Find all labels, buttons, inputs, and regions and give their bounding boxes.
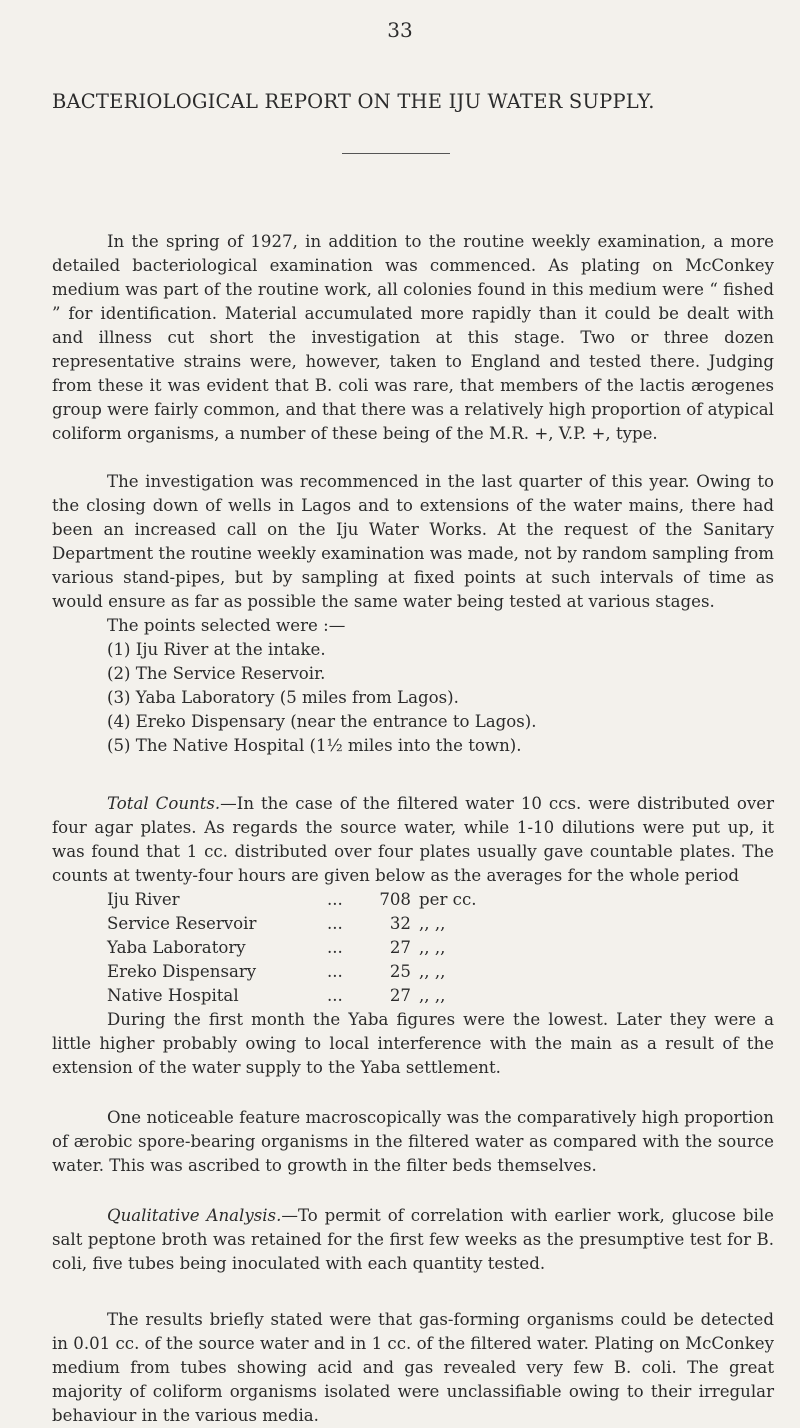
paragraph-1: In the spring of 1927, in addition to the routine weekly examination, a more detailed bacteriological examination was commenced. As plating on McConkey medium was part of the routine work, all colonies found in this medium were “ fished ” for identification. Material accumulated more rapidly than it could be dealt with and illness cut short the investigation at this stage. Two or three dozen representative strains were, however, taken to England and tested there. Judging from these it was evident that B. coli was rare, that members of the lactis ærogenes group were fairly common, and that there was a relatively high proportion of atypical coliform organisms, a number of these being of the M.R. +, V.P. +, type. xyxy=(52,232,774,443)
paragraph-5: During the first month the Yaba figures were the lowest. Later they were a little higher probably owing to local interference with the main as a result of the extension of the water supply to the Yaba settlement. xyxy=(52,1010,774,1077)
page-number: 33 xyxy=(387,18,413,42)
list-item: (1) Iju River at the intake. xyxy=(107,640,326,659)
list-item: (5) The Native Hospital (1½ miles into the town). xyxy=(107,736,522,755)
table-row: Native Hospital ... 27 ,, ,, xyxy=(107,986,446,1005)
points-list xyxy=(107,638,537,758)
paragraph-2: The investigation was recommenced in the last quarter of this year. Owing to the closing down of wells in Lagos and to extensions of the water mains, there had been an increased call on the Iju Water Works. At the request of the Sanitary Department the routine weekly examination was made, not by random sampling from various stand-pipes, but by sampling at fixed points at such intervals of time as would ensure as far as possible the same water being tested at various stages. xyxy=(52,472,775,611)
table-row: Yaba Laboratory ... 27 ,, ,, xyxy=(107,938,446,957)
page-title: BACTERIOLOGICAL REPORT ON THE IJU WATER SUPPLY. xyxy=(52,90,655,113)
list-item: (2) The Service Reservoir. xyxy=(107,664,326,683)
section-heading-total-counts: Total Counts. xyxy=(107,794,221,813)
list-item: (4) Ereko Dispensary (near the entrance to Lagos). xyxy=(107,712,537,731)
counts-table xyxy=(107,888,489,1008)
table-row: Service Reservoir ... 32 ,, ,, xyxy=(107,914,446,933)
table-row: Ereko Dispensary ... 25 ,, ,, xyxy=(107,962,446,981)
paragraph-8: The results briefly stated were that gas-forming organisms could be detected in 0.01 cc. of the source water and in 1 cc. of the filtered water. Plating on McConkey medium from tubes showing acid and gas revealed very few B. coli. The great majority of coliform organisms isolated were unclassifiable owing to their irregular behaviour in the various media. xyxy=(52,1310,774,1425)
section-heading-qualitative: Qualitative Analysis. xyxy=(107,1206,282,1225)
paragraph-6: One noticeable feature macroscopically was the comparatively high proportion of ærobic spore-bearing organisms in the filtered water as compared with the source water. This was ascribed to growth in the filter beds themselves. xyxy=(52,1108,774,1175)
table-row: Iju River ... 708 per cc. xyxy=(107,890,477,909)
paragraph-qualitative-analysis: Qualitative Analysis.—To permit of correlation with earlier work, glucose bile salt peptone broth was retained for the first few weeks as the presumptive test for B. coli, five tubes being inoculated with each quantity tested. xyxy=(52,1206,774,1273)
paragraph-total-counts: Total Counts.—In the case of the filtered water 10 ccs. were distributed over four agar plates. As regards the source water, while 1-10 dilutions were put up, it was found that 1 cc. distributed over four plates usually gave countable plates. The counts at twenty-four hours are given below as the averages for the whole period xyxy=(52,794,774,885)
title-divider xyxy=(342,153,450,154)
paragraph-3: The points selected were :— xyxy=(107,616,346,635)
list-item: (3) Yaba Laboratory (5 miles from Lagos). xyxy=(107,688,459,707)
